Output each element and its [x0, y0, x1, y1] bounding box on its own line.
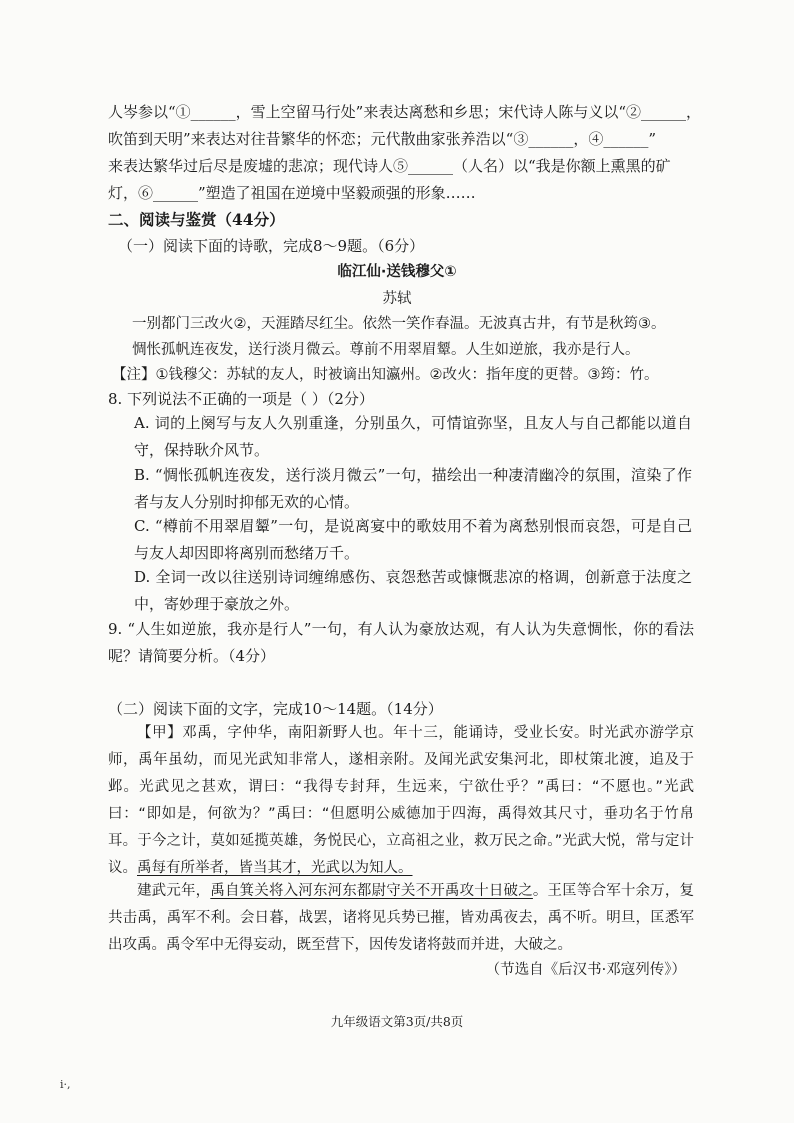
section-2-heading: 二、阅读与鉴赏（44分）	[108, 210, 285, 229]
part-2-heading: （二）阅读下面的文字，完成10～14题。（14分）	[108, 700, 443, 718]
passage-paragraph-2-start: 建武元年，	[137, 883, 211, 899]
question-8-option-c: C. “樽前不用翠眉颦”一句，是说离宴中的歌妓用不着为离愁别恨而哀怨，可是自己与友人却因即将离别而愁绪万千。	[134, 517, 692, 562]
passage-source: （节选自《后汉书·邓寇列传》）	[485, 962, 686, 978]
poem-note: 【注】①钱穆父：苏轼的友人，时被谪出知瀛州。②改火：指年度的更替。③筠：竹。	[112, 367, 659, 383]
question-8-stem: 8. 下列说法不正确的一项是（ ）（2分）	[108, 390, 374, 408]
question-8-option-d: D. 全词一改以往送别诗词缠绵感伤、哀怨愁苦或慷慨悲凉的格调，创新意于法度之中，寄妙理于豪放之外。	[134, 568, 692, 613]
question-8-option-b: B. “惆怅孤帆连夜发，送行淡月微云”一句，描绘出一种凄清幽冷的氛围，渲染了作者与友人分别时抑郁无欢的心情。	[134, 466, 692, 511]
page-footer: 九年级语文第3页/共8页	[330, 1014, 464, 1029]
intro-line-2: 吹笛到天明”来表达对往昔繁华的怀恋；元代散曲家张养浩以“③______，④______”	[108, 130, 657, 148]
passage-paragraph-1	[108, 720, 694, 882]
poem-line-1: 一别都门三改火②，天涯踏尽红尘。依然一笑作春温。无波真古井，有节是秋筠③。	[132, 316, 666, 332]
poem-title: 临江仙·送钱穆父①	[337, 264, 457, 280]
passage-underlined-sentence-2: 禹自箕关将入河东河东都尉守关不开禹攻十日破之	[210, 883, 533, 899]
poem-line-2: 惆怅孤帆连夜发，送行淡月微云。尊前不用翠眉颦。人生如逆旅，我亦是行人。	[132, 342, 640, 358]
part-1-heading: （一）阅读下面的诗歌，完成8～9题。（6分）	[118, 237, 425, 255]
intro-line-4: 灯，⑥______”塑造了祖国在逆境中坚毅顽强的形象……	[108, 184, 476, 202]
passage-paragraph-2	[108, 878, 694, 959]
poem-author: 苏轼	[382, 291, 412, 307]
passage-paragraph-2-rest: 。王匡等合军十余万，复共击禹，禹军不利。会日暮，战罢，诸将见兵势已摧，皆劝禹夜去，禹不听。明旦，匡悉军出攻禹。禹令军中无得妄动，既至营下，因传发诸将鼓而并进，大破之。	[108, 883, 695, 953]
passage-underlined-sentence-1: 禹每有所举者，皆当其才，光武以为知人。	[137, 860, 413, 876]
corner-mark: i·,	[60, 1078, 71, 1091]
intro-line-3: 来表达繁华过后尽是废墟的悲凉；现代诗人⑤______（人名）以“我是你额上熏黑的矿	[108, 157, 671, 175]
question-9: 9. “人生如逆旅，我亦是行人”一句，有人认为豪放达观，有人认为失意惆怅，你的看法呢？请简要分析。（4分）	[108, 620, 694, 665]
question-8-option-a: A. 词的上阕写与友人久别重逢，分别虽久，可情谊弥坚，且友人与自己都能以道自守，保持耿介风节。	[134, 414, 692, 459]
passage-paragraph-1-text: 【甲】邓禹，字仲华，南阳新野人也。年十三，能诵诗，受业长安。时光武亦游学京师，禹年虽幼，而见光武知非常人，遂相亲附。及闻光武安集河北，即杖策北渡，追及于邺。光武见之甚欢，谓曰：“我得专封拜，生远来，宁欲仕乎？”禹曰：“不愿也。”光武曰：“即如是，何欲为？”禹曰：“但愿明公威德加于四海，禹得效其尺寸，垂功名于竹帛耳。于今之计，莫如延揽英雄，务悦民心，立高祖之业，救万民之命。”光武大悦，常与定计议。	[108, 725, 694, 876]
intro-line-1: 人岑参以“①______，雪上空留马行处”来表达离愁和乡思；宋代诗人陈与义以“②______，	[108, 103, 702, 121]
